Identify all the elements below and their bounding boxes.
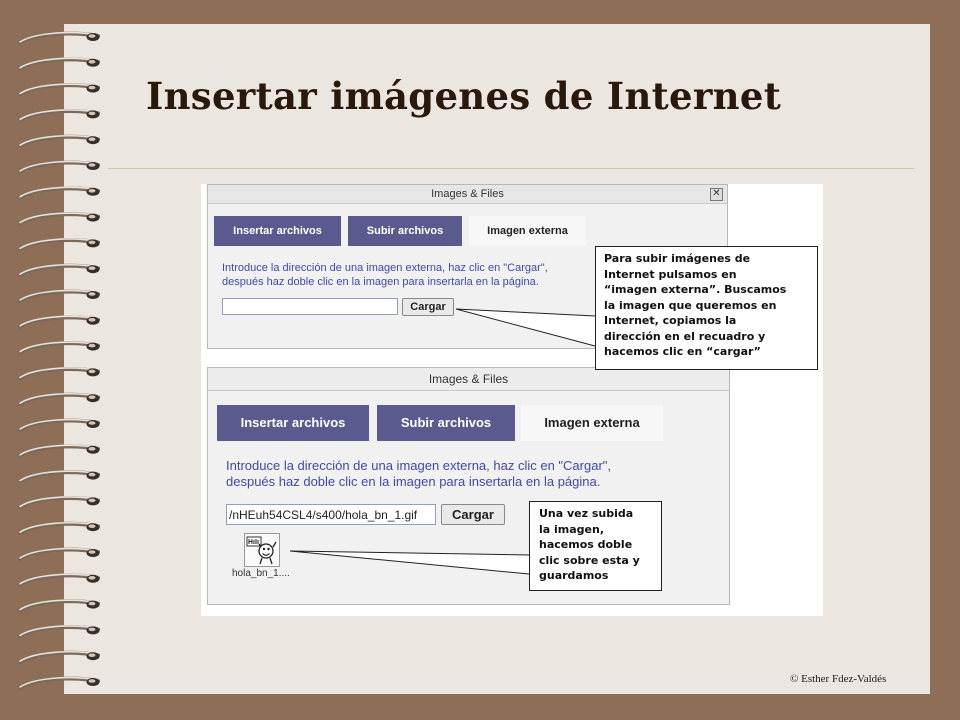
cargar-button[interactable]: Cargar: [402, 298, 454, 316]
tab-insertar-archivos[interactable]: Insertar archivos: [214, 216, 341, 246]
callout-double-click-instructions: Una vez subida la imagen, hacemos doble clic sobre esta y guardamos: [529, 501, 662, 591]
tab-subir-archivos[interactable]: Subir archivos: [377, 405, 515, 441]
close-icon[interactable]: ✕: [710, 188, 723, 201]
dialog-title: Images & Files: [428, 372, 509, 386]
cargar-button[interactable]: Cargar: [441, 504, 505, 525]
instruction-line-1: Introduce la dirección de una imagen externa, haz clic en "Cargar",: [226, 458, 611, 473]
slide-title: Insertar imágenes de Internet: [146, 74, 782, 118]
external-url-input[interactable]: [226, 504, 436, 525]
tab-insertar-archivos[interactable]: Insertar archivos: [217, 405, 369, 441]
dialog-titlebar: [208, 185, 727, 204]
copyright-notice: © Esther Fdez-Valdés: [790, 673, 887, 685]
tab-imagen-externa[interactable]: Imagen externa: [521, 405, 663, 441]
cartoon-hola-icon: [245, 534, 279, 566]
callout-upload-instructions: Para subir imágenes de Internet pulsamos en “imagen externa”. Buscamos la imagen que queremos en Internet, copiamos la dirección en el recuadro y hacemos clic en “cargar”: [595, 246, 818, 370]
title-divider: [108, 168, 914, 169]
instruction-line-2: después haz doble clic en la imagen para insertarla en la página.: [222, 276, 539, 288]
tab-subir-archivos[interactable]: Subir archivos: [348, 216, 462, 246]
tab-imagen-externa[interactable]: Imagen externa: [469, 216, 586, 246]
uploaded-image-thumbnail[interactable]: [244, 533, 280, 567]
instruction-line-1: Introduce la dirección de una imagen externa, haz clic en "Cargar",: [222, 262, 548, 274]
instruction-line-2: después haz doble clic en la imagen para insertarla en la página.: [226, 474, 601, 489]
thumbnail-filename: hola_bn_1....: [232, 568, 290, 579]
dialog-titlebar: [208, 368, 729, 391]
external-url-input[interactable]: [222, 298, 398, 315]
dialog-title: Images & Files: [431, 188, 504, 200]
spiral-binding-icon: [0, 0, 130, 720]
